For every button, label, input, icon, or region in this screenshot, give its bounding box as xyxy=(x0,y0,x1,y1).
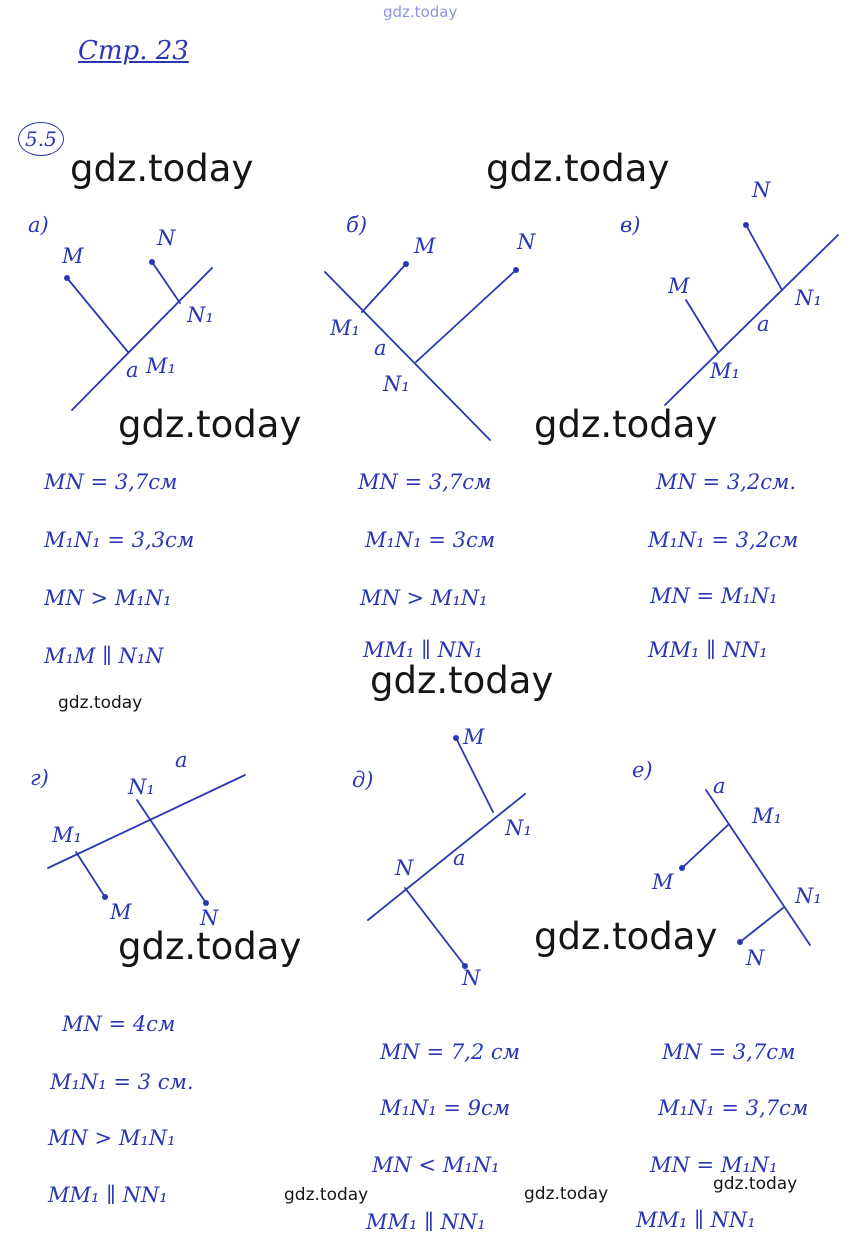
figure-b-eq-4: MM₁ ∥ NN₁ xyxy=(363,638,483,662)
figure-c-point-m1: M₁ xyxy=(710,359,740,383)
figure-d-eq-4: MM₁ ∥ NN₁ xyxy=(48,1183,168,1207)
figure-b-point-n: N xyxy=(517,230,536,254)
figure-c-label: в) xyxy=(620,213,641,237)
page-label: Стр. 23 xyxy=(78,36,189,66)
exercise-number: 5.5 xyxy=(18,122,64,156)
figure-a-eq-4: M₁M ∥ N₁N xyxy=(44,644,164,668)
figure-a-line-a: a xyxy=(126,358,139,382)
watermark: gdz.today xyxy=(118,925,302,968)
figure-d-eq-3: MN > M₁N₁ xyxy=(48,1126,176,1150)
watermark: gdz.today xyxy=(486,147,670,190)
figure-e-point-m: M xyxy=(463,725,485,749)
figure-a-point-m: M xyxy=(62,244,84,268)
figure-b-eq-2: M₁N₁ = 3см xyxy=(365,528,496,552)
figure-f-label: е) xyxy=(632,758,653,782)
watermark: gdz.today xyxy=(534,915,718,958)
figure-d-eq-2: M₁N₁ = 3 см. xyxy=(50,1070,194,1094)
figure-f-point-m1: M₁ xyxy=(752,804,782,828)
watermark: gdz.today xyxy=(118,403,302,446)
figure-a-eq-2: M₁N₁ = 3,3см xyxy=(44,528,195,552)
figure-e-eq-3: MN < M₁N₁ xyxy=(372,1153,500,1177)
figure-f-point-n1: N₁ xyxy=(795,884,822,908)
figure-d-point-m1: M₁ xyxy=(52,823,82,847)
figure-d-point-n: N xyxy=(200,906,219,930)
figure-e-eq-2: M₁N₁ = 9см xyxy=(380,1096,511,1120)
figure-c-point-n: N xyxy=(752,178,771,202)
figure-e-point-m1: N₁ xyxy=(505,816,532,840)
figure-f-line-a: a xyxy=(713,774,726,798)
figure-b-eq-3: MN > M₁N₁ xyxy=(360,586,488,610)
figure-d-line-a: a xyxy=(175,748,188,772)
figure-c-drawing xyxy=(665,222,838,405)
figure-c-point-n1: N₁ xyxy=(795,286,822,310)
figure-d-label: г) xyxy=(30,766,49,790)
figure-e-line-a: a xyxy=(453,846,466,870)
figure-e-point-n1: N xyxy=(395,856,414,880)
figure-c-eq-4: MM₁ ∥ NN₁ xyxy=(648,638,768,662)
watermark: gdz.today xyxy=(284,1185,369,1205)
figure-a-point-n: N xyxy=(157,226,176,250)
figure-f-eq-2: M₁N₁ = 3,7см xyxy=(658,1096,809,1120)
figure-f-point-n: N xyxy=(746,946,765,970)
figure-a-eq-1: MN = 3,7см xyxy=(44,470,178,494)
figure-e-eq-1: MN = 7,2 см xyxy=(380,1040,521,1064)
watermark: gdz.today xyxy=(70,147,254,190)
figure-f-point-m: M xyxy=(652,870,674,894)
figure-b-point-m1: M₁ xyxy=(330,316,360,340)
watermark-top: gdz.today xyxy=(383,3,458,21)
figure-c-eq-1: MN = 3,2см. xyxy=(656,470,797,494)
figure-b-drawing xyxy=(325,261,519,440)
figure-e-point-n: N xyxy=(462,966,481,990)
figure-a-label: а) xyxy=(28,213,49,237)
watermark: gdz.today xyxy=(534,403,718,446)
figure-b-point-n1: N₁ xyxy=(383,372,410,396)
figure-c-point-m: M xyxy=(668,274,690,298)
figure-a-point-n1: N₁ xyxy=(187,303,214,327)
figure-b-eq-1: MN = 3,7см xyxy=(358,470,492,494)
watermark: gdz.today xyxy=(370,659,554,702)
figure-c-line-a: a xyxy=(757,312,770,336)
figure-f-eq-3: MN = M₁N₁ xyxy=(650,1153,778,1177)
figure-e-drawing xyxy=(368,735,525,969)
figure-b-label: б) xyxy=(346,213,368,237)
figure-a-point-m1: M₁ xyxy=(146,354,176,378)
figure-e-label: д) xyxy=(352,768,374,792)
figure-c-eq-3: MN = M₁N₁ xyxy=(650,584,778,608)
figure-b-point-m: M xyxy=(414,234,436,258)
figure-d-eq-1: MN = 4см xyxy=(62,1012,176,1036)
figure-a-drawing xyxy=(64,259,212,410)
figure-b-line-a: a xyxy=(374,336,387,360)
figure-c-eq-2: M₁N₁ = 3,2см xyxy=(648,528,799,552)
figure-f-eq-4: MM₁ ∥ NN₁ xyxy=(636,1208,756,1232)
watermark: gdz.today xyxy=(58,693,143,713)
figure-d-point-n1: N₁ xyxy=(128,775,155,799)
figure-d-point-m: M xyxy=(110,900,132,924)
figure-e-eq-4: MM₁ ∥ NN₁ xyxy=(366,1210,486,1234)
figure-a-eq-3: MN > M₁N₁ xyxy=(44,586,172,610)
figure-f-eq-1: MN = 3,7см xyxy=(662,1040,796,1064)
watermark: gdz.today xyxy=(524,1184,609,1204)
watermark: gdz.today xyxy=(713,1174,798,1194)
